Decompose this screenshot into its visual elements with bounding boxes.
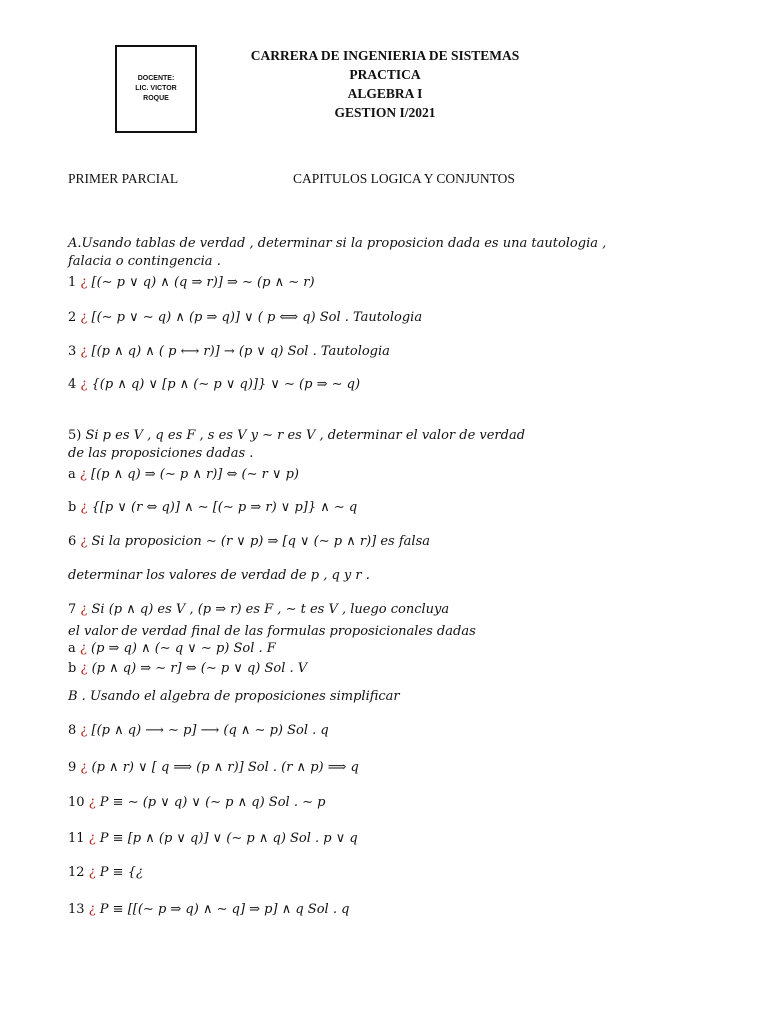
exercise-line	[68, 534, 430, 550]
exercise-line	[68, 275, 315, 291]
exercise-line	[68, 641, 276, 657]
placeholder-glyph: ¿	[88, 902, 100, 917]
exercise-text: Si (p ∧ q) es V , (p ⇒ r) es F , ∼ t es V , luego concluya	[91, 602, 450, 617]
placeholder-glyph: ¿	[80, 275, 92, 290]
exercise-line	[68, 902, 349, 918]
placeholder-glyph: ¿	[79, 467, 91, 482]
placeholder-glyph: ¿	[80, 534, 92, 549]
subheader-right: CAPITULOS LOGICA Y CONJUNTOS	[293, 171, 515, 186]
placeholder-glyph: ¿	[80, 723, 92, 738]
exercise-text: Si p es V , q es F , s es V y ∼ r es V , determinar el valor de verdad	[85, 428, 526, 443]
exercise-text: determinar los valores de verdad de p , q y r .	[68, 568, 370, 583]
exercise-text: P ≡ ∼ (p ∨ q) ∨ (∼ p ∧ q) Sol . ∼ p	[99, 795, 326, 810]
exercise-number: 10	[68, 795, 89, 810]
exercise-number: a	[68, 641, 80, 656]
placeholder-glyph: ¿	[88, 865, 100, 880]
placeholder-glyph: ¿	[88, 831, 100, 846]
exercise-number: 9	[68, 760, 81, 775]
exercise-text: P ≡ {¿	[99, 865, 143, 880]
exercise-number: 1	[68, 275, 81, 290]
exercise-text: B . Usando el algebra de proposiciones simplificar	[68, 689, 400, 704]
placeholder-glyph: ¿	[80, 377, 92, 392]
exercise-line	[68, 500, 357, 516]
header-subject: ALGEBRA I	[347, 86, 423, 101]
exercise-line	[68, 831, 358, 847]
exercise-text: (p ∧ q) ⇒ ∼ r] ⇔ (∼ p ∨ q) Sol . V	[91, 661, 308, 676]
placeholder-glyph: ¿	[80, 344, 92, 359]
docente-label: DOCENTE:	[137, 75, 175, 82]
exercise-text: el valor de verdad final de las formulas proposicionales dadas	[68, 624, 476, 639]
exercise-text: [(p ∧ q) ⇒ (∼ p ∧ r)] ⇔ (∼ r ∨ p)	[91, 467, 299, 482]
exercise-number: 13	[68, 902, 89, 917]
exercise-line	[68, 661, 307, 677]
header-term: GESTION I/2021	[334, 105, 436, 120]
exercise-line	[68, 795, 325, 811]
placeholder-glyph: ¿	[80, 661, 92, 676]
exercise-number: 4	[68, 377, 81, 392]
exercise-number: 3	[68, 344, 81, 359]
exercise-line	[68, 760, 359, 776]
exercise-number: 2	[68, 310, 81, 325]
exercise-number: 8	[68, 723, 81, 738]
exercise-line	[68, 467, 299, 483]
exercise-line	[68, 602, 449, 618]
header-practice: PRACTICA	[349, 67, 421, 82]
placeholder-glyph: ¿	[80, 310, 92, 325]
exercise-number: 12	[68, 865, 89, 880]
exercise-text: A.Usando tablas de verdad , determinar si la proposicion dada es una tautologia ,	[68, 236, 607, 251]
exercise-line	[68, 689, 400, 705]
exercise-line	[68, 377, 360, 393]
docente-name: ROQUE	[143, 95, 169, 102]
placeholder-glyph: ¿	[80, 760, 92, 775]
exercise-line	[68, 344, 390, 360]
exercise-line	[68, 310, 422, 326]
exercise-number: a	[68, 467, 80, 482]
exercise-number: 5)	[68, 428, 86, 443]
exercise-line	[68, 568, 370, 584]
exercise-text: falacia o contingencia .	[68, 254, 221, 269]
exercise-line	[68, 865, 143, 881]
placeholder-glyph: ¿	[80, 602, 92, 617]
exercise-line	[68, 624, 476, 640]
docente-box	[115, 45, 197, 133]
exercise-number: 11	[68, 831, 89, 846]
exercise-text: (p ⇒ q) ∧ (∼ q ∨ ∼ p) Sol . F	[91, 641, 276, 656]
exercise-text: P ≡ [p ∧ (p ∨ q)] ∨ (∼ p ∧ q) Sol . p ∨ q	[99, 831, 358, 846]
exercise-text: Si la proposicion ∼ (r ∨ p) ⇒ [q ∨ (∼ p ∧ r)] es falsa	[91, 534, 431, 549]
exercise-number: 6	[68, 534, 81, 549]
exercise-number: b	[68, 661, 81, 676]
docente-title: LIC. VICTOR	[135, 85, 177, 92]
exercise-text: {(p ∧ q) ∨ [p ∧ (∼ p ∨ q)]} ∨ ∼ (p ⇒ ∼ q)	[91, 377, 361, 392]
exercise-text: de las proposiciones dadas .	[68, 446, 254, 461]
exercise-text: {[p ∨ (r ⇔ q)] ∧ ∼ [(∼ p ⇒ r) ∨ p]} ∧ ∼ q	[91, 500, 358, 515]
placeholder-glyph: ¿	[80, 500, 92, 515]
exercise-line	[68, 446, 253, 462]
exercise-line	[68, 723, 329, 739]
placeholder-glyph: ¿	[88, 795, 100, 810]
exercise-number: b	[68, 500, 81, 515]
placeholder-glyph: ¿	[79, 641, 91, 656]
header-career: CARRERA DE INGENIERIA DE SISTEMAS	[250, 48, 520, 63]
exercise-text: P ≡ [[(∼ p ⇒ q) ∧ ∼ q] ⇒ p] ∧ q Sol . q	[99, 902, 350, 917]
exercise-line	[68, 236, 606, 252]
exercise-text: [(∼ p ∨ q) ∧ (q ⇒ r)] ⇒ ∼ (p ∧ ∼ r)	[91, 275, 315, 290]
subheader-left: PRIMER PARCIAL	[68, 171, 179, 186]
exercise-text: [(p ∧ q) ⟶ ∼ p] ⟶ (q ∧ ∼ p) Sol . q	[91, 723, 329, 738]
exercise-line	[68, 428, 525, 444]
exercise-text: [(p ∧ q) ∧ ( p ⟷ r)] → (p ∨ q) Sol . Tautologia	[91, 344, 390, 359]
exercise-text: [(∼ p ∨ ∼ q) ∧ (p ⇒ q)] ∨ ( p ⟺ q) Sol . Tautologia	[91, 310, 423, 325]
exercise-number: 7	[68, 602, 81, 617]
exercise-line	[68, 254, 221, 270]
exercise-text: (p ∧ r) ∨ [ q ⟹ (p ∧ r)] Sol . (r ∧ p) ⟹ q	[91, 760, 359, 775]
document-header	[230, 46, 540, 122]
